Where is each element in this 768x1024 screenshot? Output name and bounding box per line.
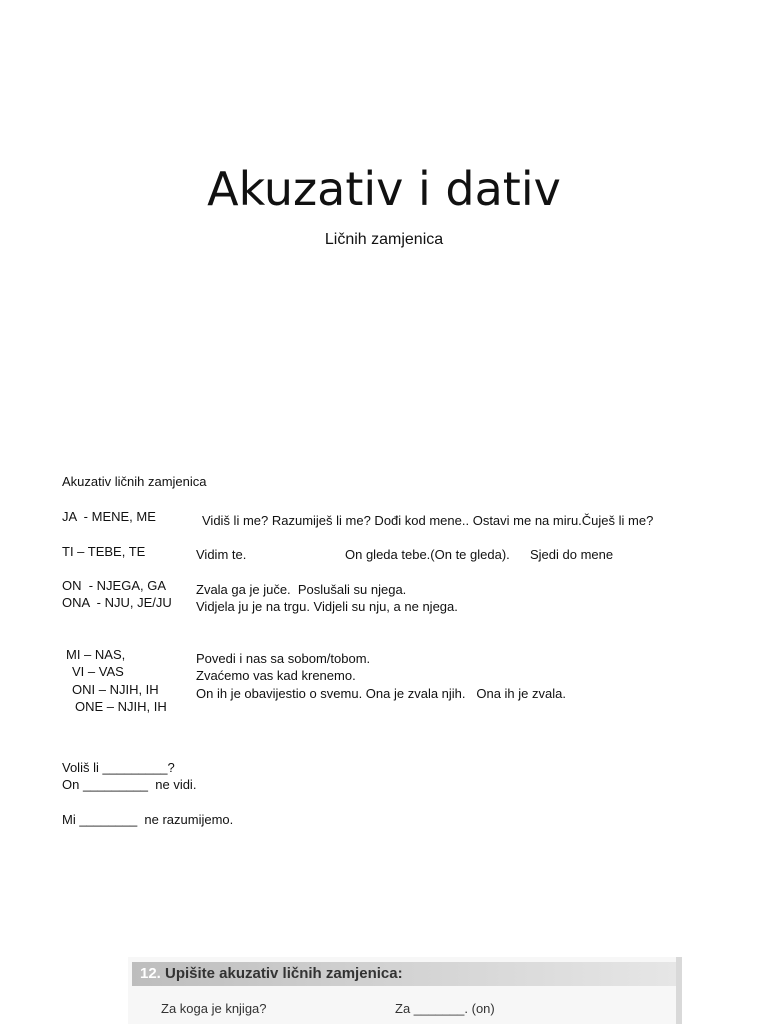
exercise-answer: Za _______. (on) bbox=[395, 1001, 495, 1016]
pronoun-mi: MI – NAS, bbox=[66, 647, 126, 662]
example-ti-3: Sjedi do mene bbox=[530, 547, 614, 562]
example-mi-2: Zvaćemo vas kad krenemo. bbox=[196, 668, 356, 683]
exercise-title: Upišite akuzativ ličnih zamjenica: bbox=[165, 965, 403, 982]
example-mi-3: On ih je obavijestio o svemu. Ona je zvala njih. Ona ih je zvala. bbox=[196, 686, 566, 701]
exercise-question: Za koga je knjiga? bbox=[161, 1001, 267, 1016]
fill-in-line-3: Mi ________ ne razumijemo. bbox=[62, 812, 234, 827]
pronoun-oni: ONI – NJIH, IH bbox=[72, 682, 159, 697]
example-mi-1: Povedi i nas sa sobom/tobom. bbox=[196, 651, 371, 666]
example-on-2: Vidjela ju je na trgu. Vidjeli su nju, a ne njega. bbox=[196, 599, 458, 614]
section-heading: Akuzativ ličnih zamjenica bbox=[62, 474, 207, 489]
example-ti-1: Vidim te. bbox=[196, 547, 247, 562]
page-subtitle: Ličnih zamjenica bbox=[324, 231, 444, 248]
exercise-header bbox=[132, 962, 677, 986]
exercise-scan-edge bbox=[676, 957, 682, 1024]
pronoun-on: ON - NJEGA, GA bbox=[62, 578, 167, 593]
fill-in-line-2: On _________ ne vidi. bbox=[62, 777, 197, 792]
exercise-excerpt bbox=[128, 957, 680, 1024]
fill-in-line-1: Voliš li _________? bbox=[62, 760, 175, 775]
pronoun-vi: VI – VAS bbox=[72, 664, 124, 679]
example-ja: Vidiš li me? Razumiješ li me? Dođi kod mene.. Ostavi me na miru.Čuješ li me? bbox=[202, 513, 654, 528]
example-on-1: Zvala ga je juče. Poslušali su njega. bbox=[196, 582, 407, 597]
pronoun-ona: ONA - NJU, JE/JU bbox=[62, 595, 172, 610]
example-ti-2: On gleda tebe.(On te gleda). bbox=[345, 547, 510, 562]
pronoun-ja: JA - MENE, ME bbox=[62, 509, 156, 524]
page-title: Akuzativ i dativ bbox=[207, 162, 561, 216]
pronoun-ti: TI – TEBE, TE bbox=[62, 544, 146, 559]
pronoun-one: ONE – NJIH, IH bbox=[75, 699, 167, 714]
exercise-number: 12. bbox=[140, 965, 161, 982]
